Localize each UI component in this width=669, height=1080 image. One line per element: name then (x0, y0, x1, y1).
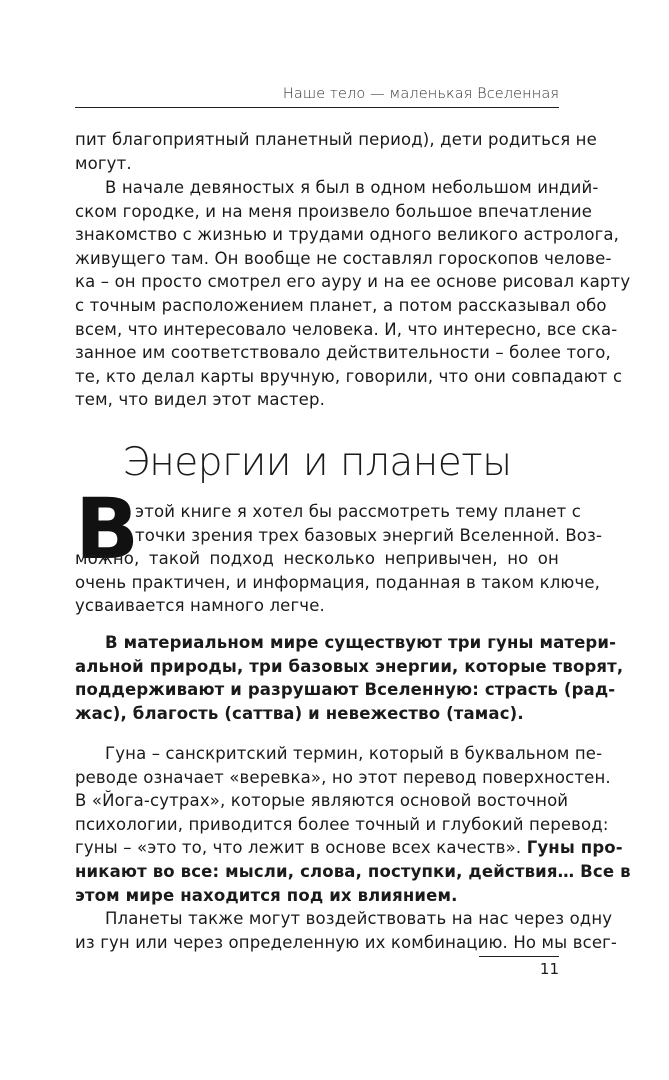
page-number: 11 (539, 960, 559, 978)
text-line: психологии, приводится более точный и глубокий перевод: (75, 814, 609, 834)
text-line (75, 836, 623, 860)
text-bold: Гуны про- (526, 838, 623, 858)
paragraph-astrologer (75, 176, 631, 412)
text-line: альной природы, три базовых энергии, которые творят, (75, 656, 624, 676)
text-line: Планеты также могут воздействовать на нас через одну (105, 909, 613, 928)
text-line: В «Йога-сутрах», которые являются основой восточной (75, 791, 569, 811)
text-line: всем, что интересовало человека. И, что интересно, все ска- (75, 319, 618, 339)
paragraph-gunas-bold (75, 631, 624, 725)
text-line: Гуна – санскритский термин, который в буквальном пе- (105, 744, 603, 763)
paragraph-planets (75, 907, 618, 954)
text-line: живущего там. Он вообще не составлял гороскопов челове- (75, 248, 612, 268)
text-line: жас), благость (саттва) и невежество (тамас). (75, 703, 524, 723)
text-line: усваивается намного легче. (75, 596, 325, 616)
text-line: реводе означает «веревка», но этот перевод поверхностен. (75, 767, 611, 787)
text-line: те, кто делал карты вручную, говорили, что они совпадают с (75, 366, 623, 386)
running-header: Наше тело — маленькая Вселенная (282, 86, 559, 102)
text-line: ка – он просто смотрел его ауру и на ее основе рисовал карту (75, 272, 631, 292)
text-normal: гуны – «это то, что лежит в основе всех качеств». (75, 838, 527, 858)
section-heading: Энергии и планеты (122, 440, 512, 485)
text-line: точки зрения трех базовых энергий Вселенной. Воз- (135, 525, 603, 545)
text-line: пит благоприятный планетный период), дети родиться не (75, 130, 597, 149)
text-line: с точным расположением планет, а потом рассказывал обо (75, 295, 607, 315)
text-line: этом мире находится под их влиянием. (75, 885, 458, 905)
text-line: тем, что видел этот мастер. (75, 390, 325, 410)
text-line: ском городке, и на меня произвело большое впечатление (75, 201, 593, 221)
text-line: В начале девяностых я был в одном небольшом индий- (105, 178, 599, 197)
text-line: могут. (75, 153, 132, 173)
footer-rule (479, 956, 559, 957)
text-line: этой книге я хотел бы рассмотреть тему планет с (135, 502, 581, 521)
drop-cap: В (75, 480, 137, 578)
paragraph-intro (75, 500, 603, 618)
header-rule (75, 107, 559, 108)
paragraph-continuation (75, 128, 597, 175)
paragraph-guna-definition (75, 742, 631, 907)
text-line: можно, такой подход несколько непривычен, но он (75, 549, 559, 569)
text-line: очень практичен, и информация, поданная в таком ключе, (75, 572, 601, 592)
text-line: знакомство с жизнью и трудами одного великого астролога, (75, 225, 620, 245)
text-line: занное им соответствовало действительности – более того, (75, 343, 611, 363)
text-line: никают во все: мысли, слова, поступки, действия… Все в (75, 861, 631, 881)
text-line: В материальном мире существуют три гуны матери- (105, 633, 617, 652)
text-line: поддерживают и разрушают Вселенную: страсть (рад- (75, 680, 616, 700)
text-line: из гун или через определенную их комбинацию. Но мы всег- (75, 932, 618, 952)
